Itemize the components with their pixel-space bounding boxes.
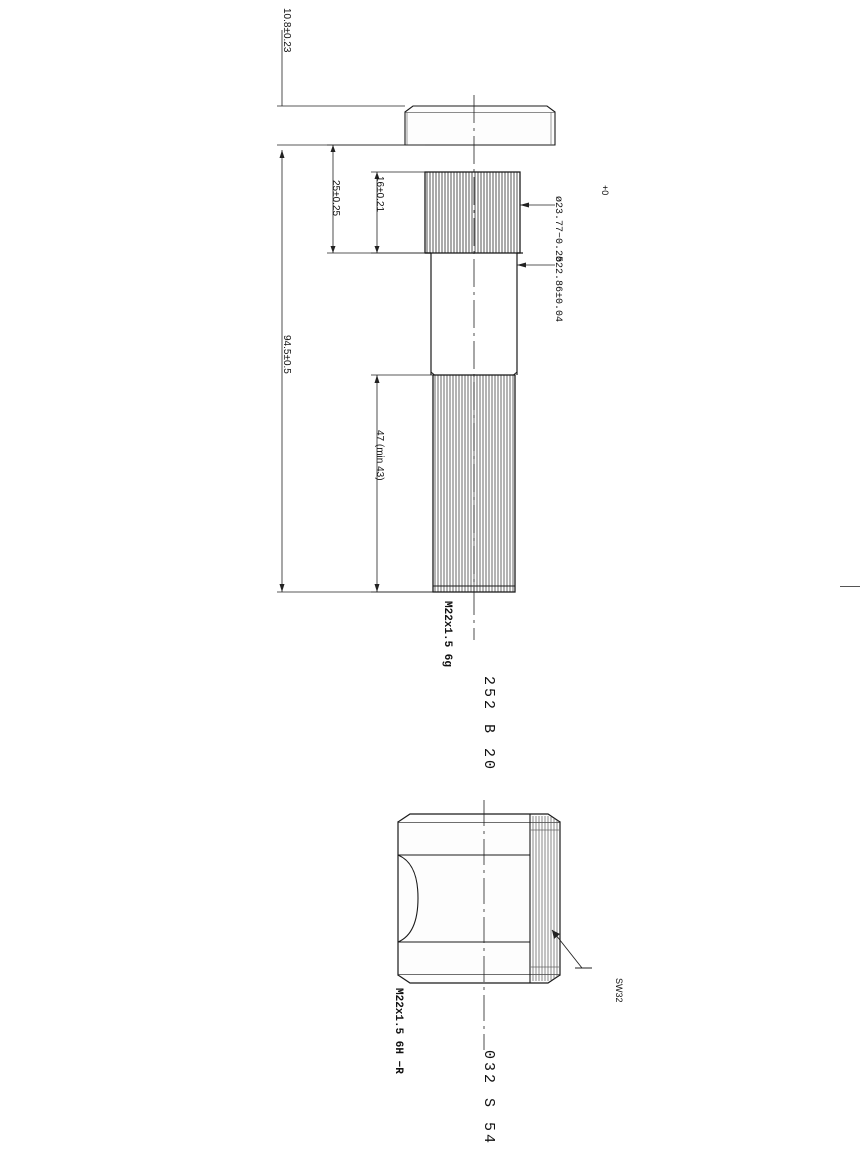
callout-wrench-size: SW32	[614, 978, 624, 1003]
sheet-edge-tick	[840, 586, 860, 587]
tag-top-code: 252 B 20	[480, 676, 497, 773]
callout-knurl-diameter: ø23.77−0.25	[552, 196, 563, 263]
dim-overall-length: 94.5±0.5	[281, 335, 292, 374]
nut-drawing	[370, 800, 600, 1060]
dim-shank-knurl-length: 25±0.25	[330, 180, 341, 217]
callout-knurl-dia-tolerance: +0	[600, 185, 610, 196]
callout-shank-diameter: ø22.86±0.04	[552, 256, 563, 323]
dim-head-thickness: 10.8±0.23	[281, 8, 292, 53]
dim-thread-length: 47 (min 43)	[374, 430, 385, 481]
bolt-drawing	[255, 0, 675, 660]
callout-nut-thread-spec: M22x1.5 6H −R	[392, 988, 404, 1074]
callout-bolt-thread-spec: M22x1.5 6g	[441, 601, 453, 668]
dim-knurl-length: 16±0.21	[374, 176, 385, 213]
tag-bottom-code: 032 S 54	[480, 1050, 497, 1147]
